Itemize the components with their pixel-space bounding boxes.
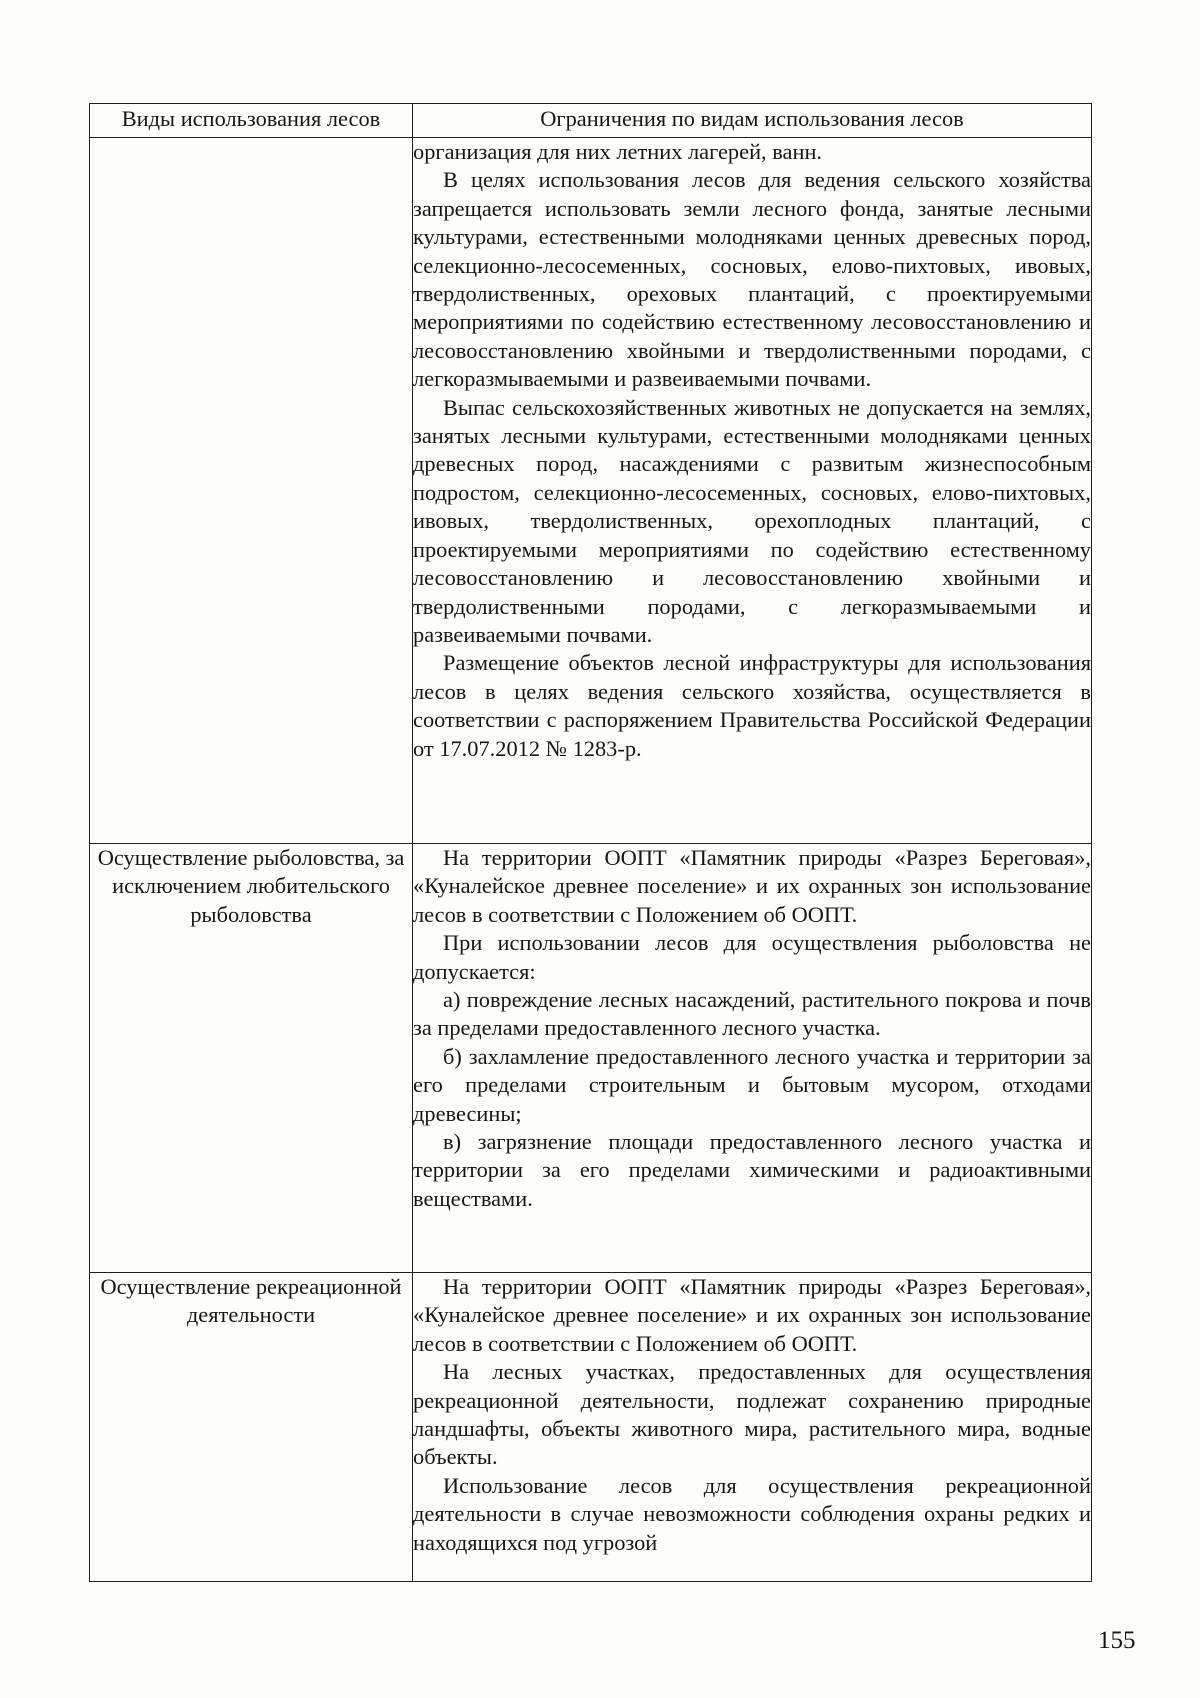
restriction-paragraph: Выпас сельскохозяйственных животных не допускается на землях, занятых лесными культурами, естественными молодняками ценных древесных пород, насаждениями с развитым жизнеспособным подростом, селекционно-лесосеменных, сосновых, елово-пихтовых, ивовых, твердолиственных, орехоплодных плантаций, с проектируемыми мероприятиями по содействию естественному лесовосстановлению и лесовосстановлению хвойными и твердолиственными породами, с легкоразмываемыми и развеиваемыми почвами. <box>413 394 1091 647</box>
use-kind-cell <box>90 138 413 844</box>
restriction-paragraph: На территории ООПТ «Памятник природы «Разрез Береговая», «Куналейское древнее поселение» и их охранных зон использование лесов в соответствии с Положением об ООПТ. <box>413 1274 1091 1356</box>
restrictions-cell <box>413 1273 1092 1582</box>
use-kind-cell: Осуществление рыболовства, за исключением любительского рыболовства <box>90 844 413 1273</box>
restriction-paragraph: б) захламление предоставленного лесного участка и территории за его пределами строительным и бытовым мусором, отходами древесины; <box>413 1043 1091 1126</box>
restriction-paragraph: При использовании лесов для осуществления рыболовства не допускается: <box>413 930 1091 984</box>
restriction-paragraph: Размещение объектов лесной инфраструктуры для использования лесов в целях ведения сельского хозяйства, осуществляется в соответствии с распоряжением Правительства Российской Федерации от 17.07.2012 № 1283-р. <box>413 650 1091 761</box>
use-kind-cell: Осуществление рекреационной деятельности <box>90 1273 413 1582</box>
restriction-paragraph: организация для них летних лагерей, ванн. <box>413 139 823 164</box>
forest-use-restrictions-table <box>89 103 1092 1582</box>
restriction-paragraph: В целях использования лесов для ведения сельского хозяйства запрещается использовать земли лесного фонда, занятые лесными культурами, естественными молодняками ценных древесных пород, селекционно-лесосеменных, сосновых, елово-пихтовых, ивовых, твердолиственных, ореховых плантаций, с проектируемыми мероприятиями по содействию естественному лесовосстановлению и лесовосстановлению хвойными и твердолиственными породами, с легкоразмываемыми и развеиваемыми почвами. <box>413 167 1091 392</box>
restriction-paragraph: а) повреждение лесных насаждений, растительного покрова и почв за пределами предоставленного лесного участка. <box>413 987 1091 1041</box>
restriction-paragraph: На лесных участках, предоставленных для осуществления рекреационной деятельности, подлежат сохранению природные ландшафты, объекты животного мира, растительного мира, водные объекты. <box>413 1359 1091 1470</box>
header-restrictions: Ограничения по видам использования лесов <box>413 104 1092 138</box>
page-number: 155 <box>1098 1627 1136 1654</box>
table-header-row <box>90 104 1092 138</box>
table-row <box>90 1273 1092 1582</box>
restriction-paragraph: в) загрязнение площади предоставленного лесного участка и территории за его пределами химическими и радиоактивными веществами. <box>413 1129 1091 1211</box>
header-forest-use-kinds: Виды использования лесов <box>90 104 413 138</box>
restriction-paragraph: Использование лесов для осуществления рекреационной деятельности в случае невозможности соблюдения охраны редких и находящихся под угрозой <box>413 1472 1091 1555</box>
table-row <box>90 844 1092 1273</box>
table-row <box>90 138 1092 844</box>
restrictions-cell <box>413 844 1092 1273</box>
restriction-paragraph: На территории ООПТ «Памятник природы «Разрез Береговая», «Куналейское древнее поселение» и их охранных зон использование лесов в соответствии с Положением об ООПТ. <box>413 845 1091 927</box>
restrictions-cell <box>413 138 1092 844</box>
